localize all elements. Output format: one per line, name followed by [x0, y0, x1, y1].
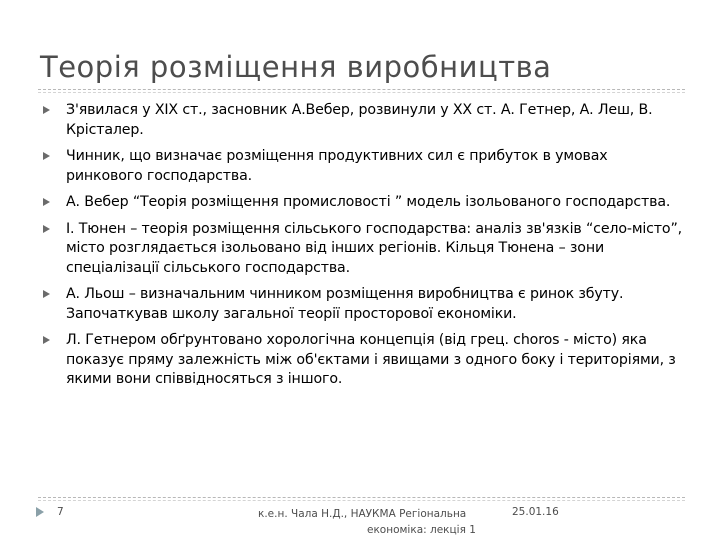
bullet-item	[42, 331, 682, 390]
triangle-bullet-icon	[43, 225, 50, 233]
bullet-item	[42, 147, 682, 186]
bullet-text: А. Вебер “Теорія розміщення промисловості ” модель ізольованого господарства.	[66, 194, 671, 210]
bullet-item	[42, 101, 682, 140]
footer-divider	[38, 497, 685, 498]
footer-author-line1: к.е.н. Чала Н.Д., НАУКМА Регіональна	[258, 508, 467, 520]
bullet-text: З'явилася у ХІХ ст., засновник А.Вебер, розвинули у ХХ ст. А. Гетнер, А. Леш, В. Крісталер.	[66, 102, 653, 138]
triangle-bullet-icon	[43, 152, 50, 160]
title-divider	[38, 89, 685, 90]
bullet-item	[42, 193, 682, 213]
footer-date: 25.01.16	[512, 506, 559, 518]
bullet-text: Чинник, що визначає розміщення продуктивних сил є прибуток в умовах ринкового господарства.	[66, 148, 608, 184]
slide-title: Теорія розміщення виробництва	[40, 50, 552, 84]
title-divider-secondary	[38, 92, 685, 93]
footer-divider-secondary	[38, 500, 685, 501]
bullet-list	[42, 101, 682, 397]
triangle-bullet-icon	[43, 106, 50, 114]
triangle-bullet-icon	[43, 290, 50, 298]
page-number: 7	[57, 506, 64, 518]
triangle-bullet-icon	[43, 336, 50, 344]
triangle-bullet-icon	[43, 198, 50, 206]
bullet-item	[42, 285, 682, 324]
footer-author	[258, 506, 508, 538]
bullet-text: І. Тюнен – теорія розміщення сільського господарства: аналіз зв'язків “село-місто”, місто розглядається ізольовано від інших регіонів. Кільця Тюнена – зони спеціалізації сільського господарства.	[66, 220, 683, 276]
bullet-item	[42, 220, 682, 279]
bullet-text: Л. Гетнером обґрунтовано хорологічна концепція (від грец. choros - місто) яка показує пряму залежність між об'єктами і явищами з одного боку і територіями, з якими вони співвідносяться з іншого.	[66, 332, 676, 387]
bullet-text: А. Льош – визначальним чинником розміщення виробництва є ринок збуту. Започаткував школу загальної теорії просторової економіки.	[66, 286, 624, 322]
footer-triangle-icon	[36, 507, 44, 517]
footer-author-line2: економіка: лекція 1	[367, 524, 476, 536]
